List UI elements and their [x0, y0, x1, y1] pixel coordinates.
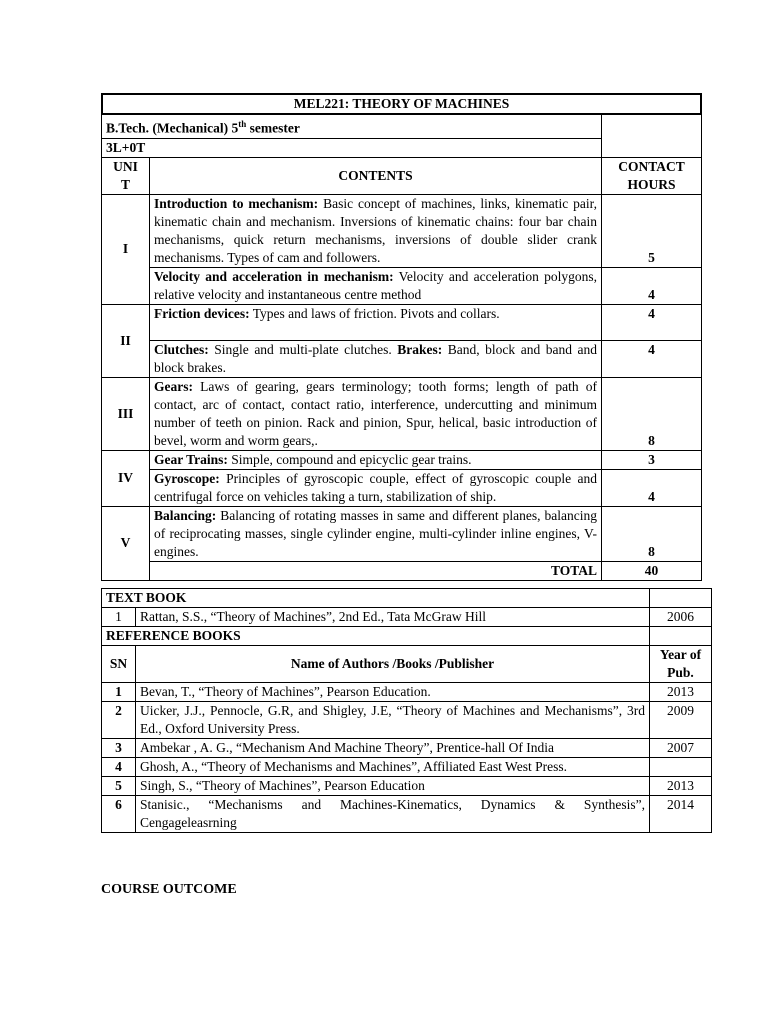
book-year: 2007 — [650, 739, 712, 758]
program-suffix: semester — [246, 120, 300, 136]
contact-hours: 5 — [602, 194, 702, 267]
book-year — [650, 758, 712, 777]
hours-header-line1: CONTACT — [618, 158, 685, 174]
topic-text: Simple, compound and epicyclic gear trains. — [227, 451, 472, 467]
book-sn: 4 — [102, 758, 136, 777]
total-hours: 40 — [602, 561, 702, 580]
book-title: Rattan, S.S., “Theory of Machines”, 2nd Ed., Tata McGraw Hill — [136, 608, 650, 627]
syllabus-row-content — [150, 340, 602, 377]
unit-label: II — [102, 304, 150, 377]
topic-text: Types and laws of friction. Pivots and collars. — [249, 305, 500, 321]
topic-text: Principles of gyroscopic couple, effect of gyroscopic couple and centrifugal force on vehicles taking a turn, stabilization of ship. — [154, 470, 597, 504]
topic-title: Velocity and acceleration in mechanism: — [154, 268, 394, 284]
contact-hours: 8 — [602, 506, 702, 561]
empty-cell — [602, 115, 702, 139]
course-title-cell — [102, 94, 702, 115]
year-header — [650, 646, 712, 683]
name-header: Name of Authors /Books /Publisher — [136, 646, 650, 683]
book-title: Singh, S., “Theory of Machines”, Pearson Education — [136, 777, 650, 796]
unit-label: V — [102, 506, 150, 580]
topic-title: Brakes: — [397, 341, 443, 357]
topic-text: Velocity and acceleration polygons, relative velocity and instantaneous centre method — [154, 268, 597, 302]
course-outcome-heading: COURSE OUTCOME — [101, 882, 237, 897]
year-header-line1: Year of — [659, 647, 702, 662]
topic-text: Laws of gearing, gears terminology; tooth forms; length of path of contact, arc of contact, contact ratio, interference, undercutting and minimum number of teeth on pinion. Rack and pinion, Spur, helical, basic introduction of bevel, worm and worm gears,. — [154, 378, 597, 448]
contact-hours: 3 — [602, 450, 702, 469]
total-label: TOTAL — [150, 561, 602, 580]
book-title: Stanisic., “Mechanisms and Machines-Kinematics, Dynamics & Synthesis”, Cengageleasrning — [136, 796, 650, 833]
year-header-line2: Pub. — [667, 665, 694, 680]
topic-title: Gear Trains: — [154, 451, 228, 467]
topic-title: Gears: — [154, 378, 193, 394]
book-year: 2006 — [650, 608, 712, 627]
unit-header-line1: UNI — [113, 158, 138, 174]
program-cell — [102, 115, 602, 139]
program-sup: th — [238, 119, 247, 129]
unit-header-line2: T — [120, 176, 130, 192]
book-year: 2013 — [650, 683, 712, 702]
syllabus-row-content — [150, 194, 602, 267]
contact-hours: 4 — [602, 267, 702, 304]
syllabus-row-content — [150, 469, 602, 506]
contact-hours: 4 — [602, 469, 702, 506]
hours-header — [602, 157, 702, 194]
topic-title: Gyroscope: — [154, 470, 220, 486]
unit-label: I — [102, 194, 150, 304]
empty-cell — [650, 627, 712, 646]
program-label: B.Tech. (Mechanical) 5 — [106, 120, 239, 136]
reference-books-heading: REFERENCE BOOKS — [102, 627, 650, 646]
empty-cell — [650, 589, 712, 608]
hours-header-line2: HOURS — [627, 176, 676, 192]
book-year: 2013 — [650, 777, 712, 796]
contact-hours: 4 — [602, 304, 702, 340]
topic-text: Balancing of rotating masses in same and different planes, balancing of reciprocating masses, single cylinder engine, multi-cylinder inline engines, V-engines. — [154, 507, 597, 559]
syllabus-row-content — [150, 267, 602, 304]
topic-title: Introduction to mechanism: — [154, 195, 319, 211]
unit-label: IV — [102, 450, 150, 506]
book-title: Uicker, J.J., Pennocle, G.R, and Shigley, J.E, “Theory of Machines and Mechanisms”, 3rd Ed., Oxford University Press. — [136, 702, 650, 739]
book-title: Ghosh, A., “Theory of Mechanisms and Machines”, Affiliated East West Press. — [136, 758, 650, 777]
empty-cell — [602, 138, 702, 157]
load-cell — [102, 138, 602, 157]
book-sn: 3 — [102, 739, 136, 758]
topic-text: Basic concept of machines, links, kinematic pair, kinematic chain and mechanism. Inversions of kinematic chains: four bar chain mechanisms, quick return mechanisms, inversions of double slider crank mechanisms. Types of cam and followers. — [154, 195, 597, 265]
syllabus-row-content — [150, 377, 602, 450]
book-sn: 1 — [102, 683, 136, 702]
books-table — [101, 588, 712, 833]
book-sn: 1 — [102, 608, 136, 627]
course-load: 3L+0T — [106, 139, 146, 155]
book-sn: 6 — [102, 796, 136, 833]
text-book-heading: TEXT BOOK — [102, 589, 650, 608]
topic-title: Clutches: — [154, 341, 209, 357]
unit-header — [102, 157, 150, 194]
contents-header: CONTENTS — [150, 157, 602, 194]
topic-title: Friction devices: — [154, 305, 250, 321]
contact-hours: 4 — [602, 340, 702, 377]
syllabus-row-content — [150, 304, 602, 340]
book-sn: 5 — [102, 777, 136, 796]
book-sn: 2 — [102, 702, 136, 739]
course-title: MEL221: THEORY OF MACHINES — [102, 94, 701, 114]
book-year: 2014 — [650, 796, 712, 833]
syllabus-row-content — [150, 506, 602, 561]
topic-text: Single and multi-plate clutches. — [208, 341, 398, 357]
topic-title: Balancing: — [154, 507, 217, 523]
contact-hours: 8 — [602, 377, 702, 450]
book-title: Bevan, T., “Theory of Machines”, Pearson Education. — [136, 683, 650, 702]
syllabus-row-content — [150, 450, 602, 469]
book-title: Ambekar , A. G., “Mechanism And Machine Theory”, Prentice-hall Of India — [136, 739, 650, 758]
syllabus-table — [101, 93, 702, 581]
topic-text: Band, block and band and block brakes. — [154, 341, 597, 375]
sn-header: SN — [102, 646, 136, 683]
unit-label: III — [102, 377, 150, 450]
book-year: 2009 — [650, 702, 712, 739]
